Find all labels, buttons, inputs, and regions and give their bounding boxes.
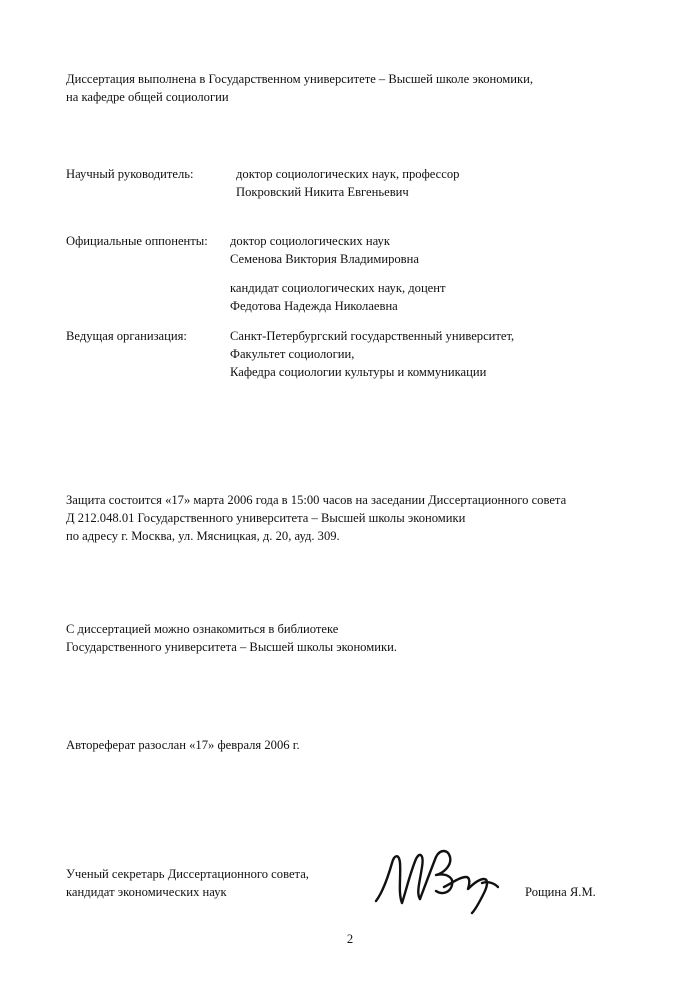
secretary-line: кандидат экономических наук xyxy=(66,885,227,899)
lead-org-line: Факультет социологии, xyxy=(230,347,355,361)
opponents-label: Официальные оппоненты: xyxy=(66,234,208,248)
defense-paragraph xyxy=(66,491,566,545)
mailing-date: Автореферат разослан «17» февраля 2006 г. xyxy=(66,738,300,752)
library-line: С диссертацией можно ознакомиться в библиотеке xyxy=(66,622,339,636)
intro-line: на кафедре общей социологии xyxy=(66,90,229,104)
defense-line: Защита состоится «17» марта 2006 года в 15:00 часов на заседании Диссертационного совета xyxy=(66,493,567,507)
opponent-2-name: Федотова Надежда Николаевна xyxy=(230,299,398,313)
opponent-1-degree: доктор социологических наук xyxy=(230,234,390,248)
library-paragraph xyxy=(66,620,397,656)
supervisor-name: Покровский Никита Евгеньевич xyxy=(236,185,409,199)
intro-paragraph xyxy=(66,70,533,106)
defense-line: по адресу г. Москва, ул. Мясницкая, д. 20, ауд. 309. xyxy=(66,529,340,543)
page-number: 2 xyxy=(346,932,354,946)
lead-org-label: Ведущая организация: xyxy=(66,329,187,343)
opponent-2-degree: кандидат социологических наук, доцент xyxy=(230,281,446,295)
secretary-block xyxy=(66,865,309,901)
defense-line: Д 212.048.01 Государственного университета – Высшей школы экономики xyxy=(66,511,466,525)
secretary-line: Ученый секретарь Диссертационного совета, xyxy=(66,867,309,881)
lead-org-line: Кафедра социологии культуры и коммуникации xyxy=(230,365,487,379)
supervisor-degree: доктор социологических наук, профессор xyxy=(236,167,460,181)
lead-org-line: Санкт-Петербургский государственный университет, xyxy=(230,329,515,343)
library-line: Государственного университета – Высшей школы экономики. xyxy=(66,640,397,654)
supervisor-label: Научный руководитель: xyxy=(66,167,194,181)
handwritten-signature-icon xyxy=(372,843,512,919)
secretary-name: Рощина Я.М. xyxy=(525,885,596,899)
intro-line: Диссертация выполнена в Государственном университете – Высшей школе экономики, xyxy=(66,72,534,86)
opponent-1-name: Семенова Виктория Владимировна xyxy=(230,252,419,266)
